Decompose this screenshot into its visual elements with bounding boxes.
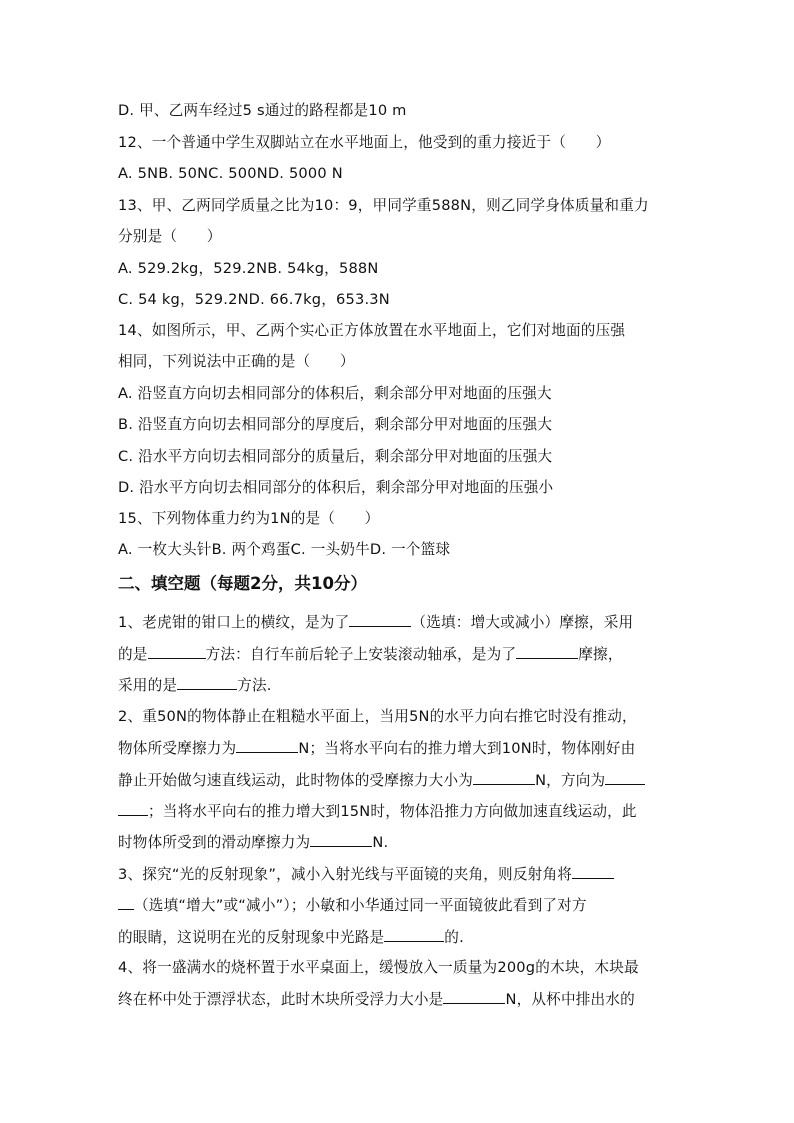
q14-stem-line1: 14、如图所示，甲、乙两个实心正方体放置在水平地面上，它们对地面的压强 [118, 322, 626, 339]
fill-q3-text: 的眼睛，这说明在光的反射现象中光路是 [118, 929, 385, 946]
q12-stem: 12、一个普通中学生双脚站立在水平地面上，他受到的重力接近于（ ） [118, 134, 611, 151]
fill-q2-text: 静止开始做匀速直线运动，此时物体的受摩擦力大小为 [118, 772, 474, 789]
q15-stem: 15、下列物体重力约为1N的是（ ） [118, 510, 380, 527]
fill-q2-text: 2、重50N的物体静止在粗糙水平面上，当用5N的水平力向右推它时没有推动， [118, 708, 637, 725]
fill-q1-text: 方法：自行车前后轮子上安装滚动轴承，是为了 [205, 646, 517, 663]
answer-blank[interactable] [572, 864, 614, 879]
q13-stem-line1: 13、甲、乙两同学质量之比为10：9，甲同学重588N，则乙同学身体质量和重力 [118, 197, 649, 214]
fill-q3-text: 的. [444, 929, 464, 946]
answer-blank[interactable] [443, 989, 505, 1004]
fill-q4-text: 4、将一盛满水的烧杯置于水平桌面上，缓慢放入一质量为200g的木块，木块最 [118, 959, 639, 976]
fill-q1-line3 [118, 675, 272, 696]
fill-q1-text: （选填：增大或减小）摩擦，采用 [411, 614, 634, 631]
q14-option-a: A. 沿竖直方向切去相同部分的体积后，剩余部分甲对地面的压强大 [118, 385, 552, 402]
fill-q3-line2 [118, 895, 587, 916]
section-heading: 二、填空题（每题2分，共10分） [118, 574, 367, 593]
answer-blank[interactable] [384, 927, 444, 942]
fill-q2-text: N；当将水平向右的推力增大到10N时，物体刚好由 [298, 740, 636, 757]
fill-q1-text: 的是 [118, 646, 148, 663]
fill-q2-line5 [118, 832, 388, 853]
q14-option-b: B. 沿竖直方向切去相同部分的厚度后，剩余部分甲对地面的压强大 [118, 416, 553, 433]
fill-q1-text: 1、老虎钳的钳口上的横纹，是为了 [118, 614, 350, 631]
fill-q3-text: （选填“增大”或“减小”）；小敏和小华通过同一平面镜彼此看到了对方 [134, 897, 587, 914]
fill-q2-line3 [118, 770, 645, 791]
q13-stem-line2: 分别是（ ） [118, 228, 222, 245]
fill-q1-text: 方法. [237, 677, 272, 694]
fill-q3-line3 [118, 927, 464, 948]
answer-blank[interactable] [177, 675, 237, 690]
answer-blank[interactable] [148, 644, 206, 659]
answer-blank[interactable] [473, 770, 535, 785]
answer-blank[interactable] [118, 895, 134, 910]
fill-q2-line4 [118, 801, 637, 822]
answer-blank[interactable] [349, 612, 411, 627]
answer-blank[interactable] [310, 832, 372, 847]
fill-q1-line2 [118, 644, 623, 665]
q15-options: A. 一枚大头针B. 两个鸡蛋C. 一头奶牛D. 一个篮球 [118, 541, 451, 558]
q11-option-d: D. 甲、乙两车经过5 s通过的路程都是10 m [118, 102, 407, 119]
fill-q4-line1 [118, 958, 639, 978]
fill-q2-text: 物体所受摩擦力为 [118, 740, 237, 757]
fill-q1-text: 采用的是 [118, 677, 178, 694]
answer-blank[interactable] [236, 738, 298, 753]
q14-option-c: C. 沿水平方向切去相同部分的质量后，剩余部分甲对地面的压强大 [118, 448, 553, 465]
q13-options-cd: C. 54 kg，529.2ND. 66.7kg，653.3N [118, 291, 390, 308]
fill-q1-line1 [118, 612, 633, 633]
q12-options: A. 5NB. 50NC. 500ND. 5000 N [118, 165, 343, 182]
fill-q3-text: 3、探究“光的反射现象”，减小入射光线与平面镜的夹角，则反射角将 [118, 866, 573, 883]
fill-q2-text: 时物体所受到的滑动摩擦力为 [118, 834, 311, 851]
fill-q4-line2 [118, 989, 635, 1010]
answer-blank[interactable] [605, 770, 645, 785]
answer-blank[interactable] [516, 644, 578, 659]
fill-q2-text: N，方向为 [535, 772, 606, 789]
fill-q2-line2 [118, 738, 635, 759]
q13-options-ab: A. 529.2kg，529.2NB. 54kg，588N [118, 260, 379, 277]
fill-q2-text: ；当将水平向右的推力增大到15N时，物体沿推力方向做加速直线运动，此 [148, 803, 637, 820]
fill-q2-line1 [118, 707, 637, 727]
answer-blank[interactable] [118, 801, 148, 816]
fill-q4-text: N，从杯中排出水的 [505, 991, 635, 1008]
fill-q2-text: N. [372, 834, 389, 851]
q14-option-d: D. 沿水平方向切去相同部分的体积后，剩余部分甲对地面的压强小 [118, 479, 554, 496]
fill-q3-line1 [118, 864, 614, 885]
q14-stem-line2: 相同，下列说法中正确的是（ ） [118, 353, 355, 370]
fill-q1-text: 摩擦， [578, 646, 623, 663]
fill-q4-text: 终在杯中处于漂浮状态，此时木块所受浮力大小是 [118, 991, 444, 1008]
